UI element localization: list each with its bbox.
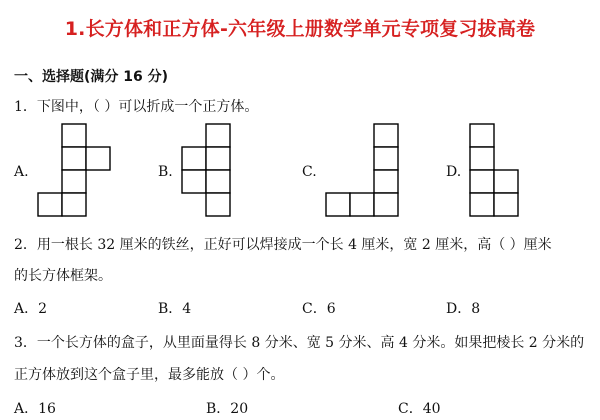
page-title: 1.长方体和正方体-六年级上册数学单元专项复习拔高卷 [64, 18, 536, 40]
q1-net-b-diagram [182, 122, 232, 218]
question-2-text-line2: 的长方体框架。 [14, 268, 112, 284]
q2-option-b: B．4 [158, 301, 192, 317]
q3-option-a: A．16 [14, 401, 56, 417]
question-3-text-line2: 正方体放到这个盒子里，最多能放（ ）个。 [14, 367, 285, 383]
q2-option-a: A．2 [14, 301, 48, 317]
q1-option-b-label: B. [158, 164, 173, 180]
q1-option-c-label: C. [302, 164, 317, 180]
q1-net-d-diagram [470, 122, 520, 218]
section-heading: 一、选择题(满分 16 分) [14, 69, 169, 85]
q3-option-b: B．20 [206, 401, 249, 417]
q2-option-c: C．6 [302, 301, 336, 317]
q1-option-a-label: A. [14, 164, 29, 180]
question-2-text-line1: 2．用一根长 32 厘米的铁丝，正好可以焊接成一个长 4 厘米，宽 2 厘米，高（ ）厘米 [14, 237, 552, 253]
question-1-text: 1．下图中，（ ）可以折成一个正方体。 [14, 99, 259, 115]
q1-net-a-diagram [38, 122, 110, 218]
q1-option-d-label: D. [446, 164, 462, 180]
question-3-text-line1: 3．一个长方体的盒子，从里面量得长 8 分米、宽 5 分米、高 4 分米。如果把棱长 2 分米的 [14, 335, 585, 351]
q1-net-c-diagram [326, 122, 398, 218]
q2-option-d: D．8 [446, 301, 481, 317]
q3-option-c: C．40 [398, 401, 441, 417]
